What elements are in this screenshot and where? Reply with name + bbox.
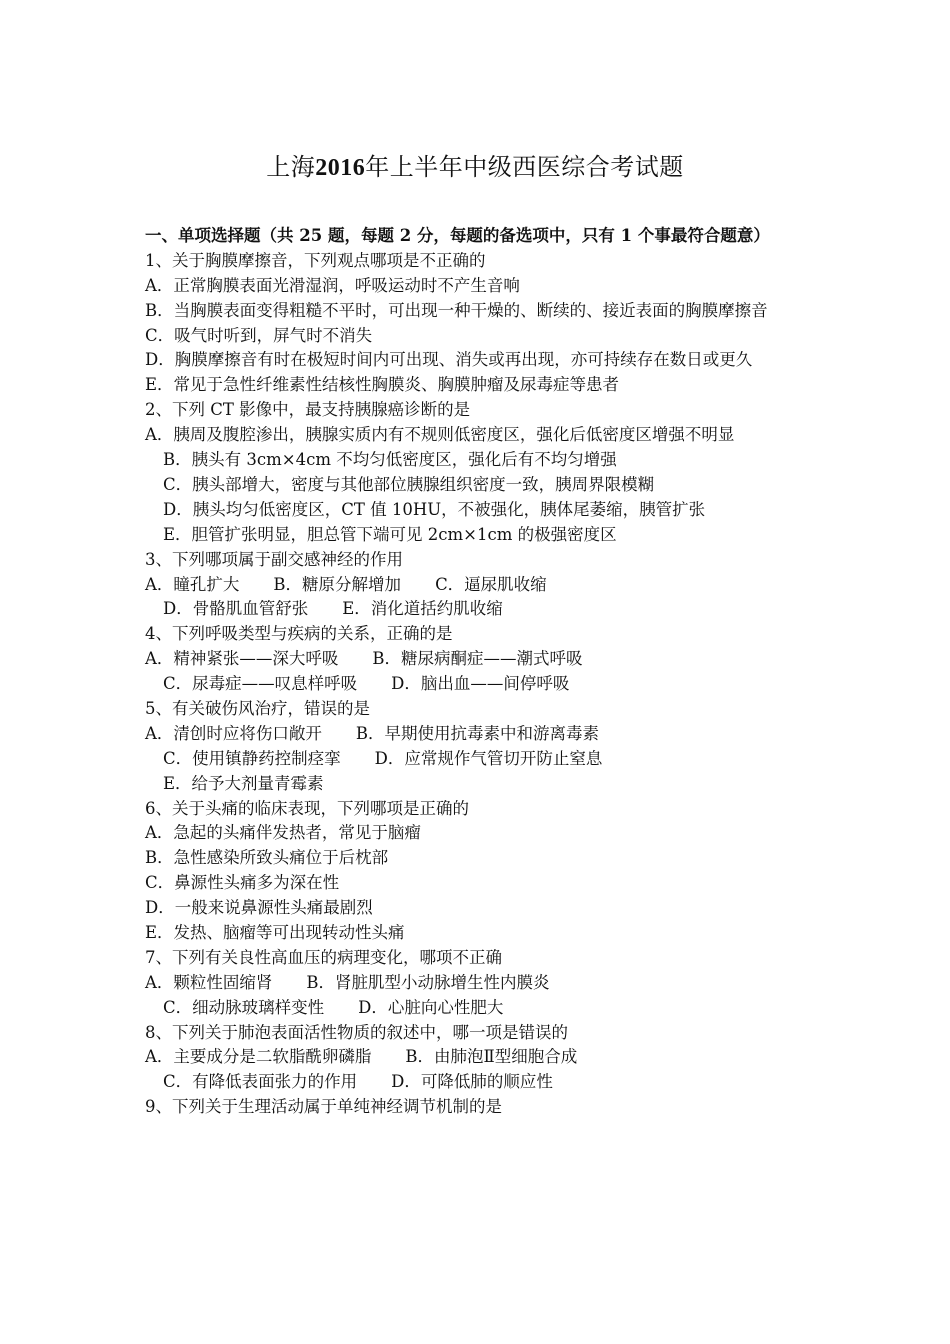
question-8-option-c: C．有降低表面张力的作用 [163,1072,358,1092]
question-5-option-d: D．应常规作气管切开防止窒息 [374,748,603,768]
question-3-option-d: D．骨骼肌血管舒张 [163,599,309,619]
question-3-stem: 3、下列哪项属于副交感神经的作用 [145,549,403,569]
question-7-option-b: B．肾脏肌型小动脉增生性内膜炎 [306,972,550,992]
question-1-option-e: E．常见于急性纤维素性结核性胸膜炎、胸膜肿瘤及尿毒症等患者 [145,375,620,395]
page-title [0,150,950,185]
question-5-option-a: A．清创时应将伤口敞开 [145,723,322,743]
question-3-option-c: C．逼尿肌收缩 [435,574,547,594]
question-1-option-b: B．当胸膜表面变得粗糙不平时，可出现一种干燥的、断续的、接近表面的胸膜摩擦音 [145,300,768,320]
question-5-option-e: E．给予大剂量青霉素 [163,773,324,793]
question-5-option-b: B．早期使用抗毒素中和游离毒素 [355,723,600,743]
question-6-option-c: C．鼻源性头痛多为深在性 [145,873,340,893]
question-6-option-e: E．发热、脑瘤等可出现转动性头痛 [145,923,405,942]
question-8-option-d: D．可降低肺的顺应性 [391,1072,553,1092]
question-1-option-a: A．正常胸膜表面光滑湿润，呼吸运动时不产生音响 [145,275,520,295]
question-8-options-row-1 [145,1045,813,1070]
question-6-option-a: A．急起的头痛伴发热者，常见于脑瘤 [145,823,421,843]
title-suffix: 年上半年中级西医综合考试题 [365,153,684,181]
question-2-option-b: B．胰头有 3cm×4cm 不均匀低密度区，强化后有不均匀增强 [163,450,617,470]
question-3-option-a: A．瞳孔扩大 [145,574,240,594]
question-5-option-c: C．使用镇静药控制痉挛 [163,748,341,768]
question-2-option-e: E．胆管扩张明显，胆总管下端可见 2cm×1cm 的极强密度区 [163,524,617,544]
question-3-option-b: B．糖原分解增加 [273,574,402,594]
question-8-options-row-2 [145,1070,813,1095]
title-year: 2016 [315,155,366,181]
question-6-option-b: B．急性感染所致头痛位于后枕部 [145,848,389,868]
question-4-options-row-1 [145,647,813,672]
question-8-option-b: B．由肺泡Ⅱ型细胞合成 [405,1047,578,1067]
question-7-option-c: C．细动脉玻璃样变性 [163,997,325,1017]
question-3-options-row-2 [145,597,813,622]
question-4-stem: 4、下列呼吸类型与疾病的关系，正确的是 [145,624,453,644]
question-7-option-d: D．心脏向心性肥大 [358,997,504,1017]
question-7-option-a: A．颗粒性固缩肾 [145,972,273,992]
question-7-options-row-1 [145,971,813,996]
question-5-stem: 5、有关破伤风治疗，错误的是 [145,698,370,718]
question-3-options-row-1 [145,573,813,598]
question-2-option-a: A．胰周及腹腔渗出，胰腺实质内有不规则低密度区，强化后低密度区增强不明显 [145,425,735,445]
question-8-stem: 8、下列关于肺泡表面活性物质的叙述中，哪一项是错误的 [145,1022,568,1042]
question-8-option-a: A．主要成分是二软脂酰卵磷脂 [145,1047,372,1067]
question-6-option-d: D．一般来说鼻源性头痛最剧烈 [145,898,373,918]
question-5-options-row-2 [145,747,813,772]
question-1-option-d: D．胸膜摩擦音有时在极短时间内可出现、消失或再出现，亦可持续存在数日或更久 [145,350,753,370]
title-prefix: 上海 [266,153,316,181]
question-3-option-e: E．消化道括约肌收缩 [342,599,503,619]
question-5-options-row-1 [145,722,813,747]
section-heading: 一、单项选择题（共 25 题，每题 2 分，每题的备选项中，只有 1 个事最符合题意） [145,226,770,245]
question-1-option-c: C．吸气时听到，屏气时不消失 [145,325,373,345]
question-9-stem: 9、下列关于生理活动属于单纯神经调节机制的是 [145,1097,502,1117]
question-7-stem: 7、下列有关良性高血压的病理变化，哪项不正确 [145,947,502,967]
question-2-stem: 2、下列 CT 影像中，最支持胰腺癌诊断的是 [145,400,471,420]
question-6-stem: 6、关于头痛的临床表现，下列哪项是正确的 [145,798,469,818]
question-4-option-c: C．尿毒症——叹息样呼吸 [163,674,358,694]
question-2-option-d: D．胰头均匀低密度区，CT 值 10HU，不被强化，胰体尾萎缩，胰管扩张 [163,499,706,519]
question-4-option-a: A．精神紧张——深大呼吸 [145,649,339,669]
question-2-option-c: C．胰头部增大，密度与其他部位胰腺组织密度一致，胰周界限模糊 [163,474,655,494]
question-list [145,224,813,1120]
question-4-option-b: B．糖尿病酮症——潮式呼吸 [372,649,583,669]
question-1-stem: 1、关于胸膜摩擦音，下列观点哪项是不正确的 [145,250,486,270]
question-4-options-row-2 [145,672,813,697]
question-4-option-d: D．脑出血——间停呼吸 [391,674,570,694]
question-7-options-row-2 [145,996,813,1021]
